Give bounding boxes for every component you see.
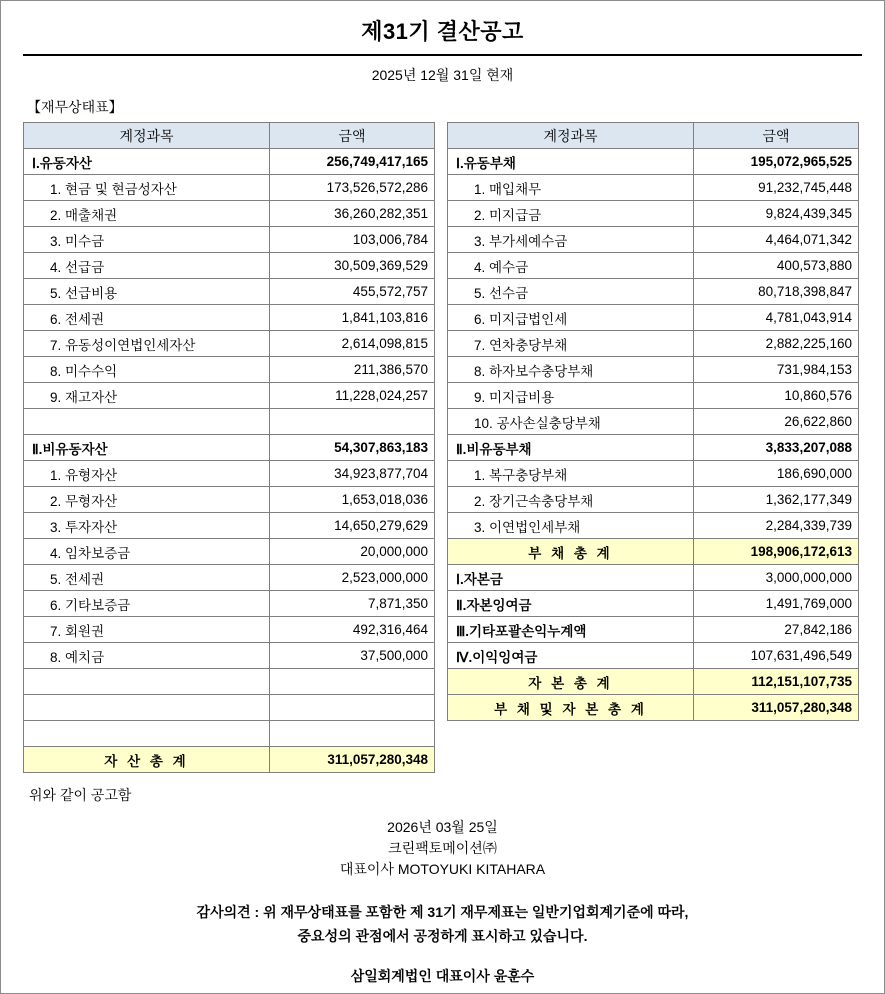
- table-row: [24, 539, 435, 565]
- table-row-group: [448, 617, 859, 643]
- account-name: Ⅱ.비유동자산: [24, 435, 270, 461]
- table-row-blank: [24, 409, 435, 435]
- report-date: 2025년 12월 31일 현재: [371, 67, 514, 83]
- company-name: 크린팩토메이션㈜: [388, 840, 497, 856]
- table-row-group: [448, 435, 859, 461]
- table-row: [448, 253, 859, 279]
- account-name: 5. 전세권: [24, 565, 270, 591]
- account-amount: 1,841,103,816: [270, 305, 435, 331]
- table-row: [24, 617, 435, 643]
- account-name: 2. 매출채권: [24, 201, 270, 227]
- account-name: 7. 유동성이연법인세자산: [24, 331, 270, 357]
- table-row-blank: [24, 669, 435, 695]
- liabilities-equity-table: [447, 122, 859, 721]
- table-row: [448, 513, 859, 539]
- liabilities-equity-table-body: [448, 149, 859, 721]
- account-name: 9. 재고자산: [24, 383, 270, 409]
- table-row: [24, 565, 435, 591]
- total-amount: 198,906,172,613: [694, 539, 859, 565]
- account-name: 8. 하자보수충당부채: [448, 357, 694, 383]
- auditor-name: 삼일회계법인 대표이사 윤훈수: [350, 968, 535, 984]
- blank-cell: [270, 669, 435, 695]
- column-header-account: 계정과목: [448, 123, 694, 149]
- table-row-group: [448, 591, 859, 617]
- table-row: [24, 253, 435, 279]
- signature-block: [23, 805, 862, 880]
- account-amount: 2,284,339,739: [694, 513, 859, 539]
- publication-note: 위와 같이 공고함: [29, 787, 132, 803]
- account-amount: 2,614,098,815: [270, 331, 435, 357]
- total-label: 부 채 총 계: [448, 539, 694, 565]
- table-row: [448, 331, 859, 357]
- total-label: 자 산 총 계: [24, 747, 270, 773]
- account-amount: 455,572,757: [270, 279, 435, 305]
- table-row: [448, 201, 859, 227]
- blank-cell: [24, 695, 270, 721]
- column-header-amount: 금액: [694, 123, 859, 149]
- assets-table-body: [24, 149, 435, 773]
- table-row: [448, 175, 859, 201]
- table-row-total: [448, 539, 859, 565]
- column-header-amount: 금액: [270, 123, 435, 149]
- account-amount: 2,882,225,160: [694, 331, 859, 357]
- signature-date: 2026년 03월 25일: [387, 819, 498, 835]
- account-name: 4. 임차보증금: [24, 539, 270, 565]
- account-name: 5. 선수금: [448, 279, 694, 305]
- assets-table: [23, 122, 435, 773]
- blank-cell: [24, 409, 270, 435]
- account-amount: 37,500,000: [270, 643, 435, 669]
- table-row: [448, 357, 859, 383]
- account-amount: 80,718,398,847: [694, 279, 859, 305]
- section-label: 【재무상태표】: [27, 99, 123, 115]
- blank-cell: [24, 669, 270, 695]
- total-label: 부 채 및 자 본 총 계: [448, 695, 694, 721]
- table-row: [24, 643, 435, 669]
- account-amount: 11,228,024,257: [270, 383, 435, 409]
- table-row: [24, 175, 435, 201]
- table-row: [24, 331, 435, 357]
- account-name: 3. 미수금: [24, 227, 270, 253]
- total-amount: 311,057,280,348: [694, 695, 859, 721]
- table-row: [448, 383, 859, 409]
- account-amount: 107,631,496,549: [694, 643, 859, 669]
- account-name: 1. 현금 및 현금성자산: [24, 175, 270, 201]
- account-amount: 36,260,282,351: [270, 201, 435, 227]
- table-row: [448, 227, 859, 253]
- blank-cell: [270, 409, 435, 435]
- account-name: Ⅲ.기타포괄손익누계액: [448, 617, 694, 643]
- table-row-group: [448, 149, 859, 175]
- table-row: [24, 279, 435, 305]
- account-name: 2. 장기근속충당부채: [448, 487, 694, 513]
- account-amount: 4,464,071,342: [694, 227, 859, 253]
- total-amount: 112,151,107,735: [694, 669, 859, 695]
- account-amount: 195,072,965,525: [694, 149, 859, 175]
- table-row-group: [448, 643, 859, 669]
- account-name: 4. 예수금: [448, 253, 694, 279]
- account-name: 8. 예치금: [24, 643, 270, 669]
- account-amount: 3,833,207,088: [694, 435, 859, 461]
- account-name: 6. 미지급법인세: [448, 305, 694, 331]
- account-amount: 4,781,043,914: [694, 305, 859, 331]
- account-name: 7. 연차충당부채: [448, 331, 694, 357]
- account-amount: 186,690,000: [694, 461, 859, 487]
- table-row: [24, 357, 435, 383]
- table-row: [24, 461, 435, 487]
- account-amount: 20,000,000: [270, 539, 435, 565]
- table-row-total: [448, 695, 859, 721]
- table-row: [24, 227, 435, 253]
- account-amount: 400,573,880: [694, 253, 859, 279]
- account-amount: 30,509,369,529: [270, 253, 435, 279]
- table-row: [24, 305, 435, 331]
- account-amount: 211,386,570: [270, 357, 435, 383]
- table-header-row: [24, 123, 435, 149]
- account-name: 1. 복구충당부채: [448, 461, 694, 487]
- account-amount: 3,000,000,000: [694, 565, 859, 591]
- account-amount: 14,650,279,629: [270, 513, 435, 539]
- page-title: 제31기 결산공고: [23, 15, 862, 56]
- table-row-total: [448, 669, 859, 695]
- account-amount: 173,526,572,286: [270, 175, 435, 201]
- account-name: 3. 이연법인세부채: [448, 513, 694, 539]
- representative-name: 대표이사 MOTOYUKI KITAHARA: [339, 861, 546, 877]
- account-amount: 731,984,153: [694, 357, 859, 383]
- account-amount: 103,006,784: [270, 227, 435, 253]
- table-row-total: [24, 747, 435, 773]
- table-row: [24, 591, 435, 617]
- blank-cell: [24, 721, 270, 747]
- account-name: Ⅱ.자본잉여금: [448, 591, 694, 617]
- account-name: 10. 공사손실충당부채: [448, 409, 694, 435]
- account-amount: 2,523,000,000: [270, 565, 435, 591]
- audit-opinion-line-2: 중요성의 관점에서 공정하게 표시하고 있습니다.: [297, 928, 588, 944]
- account-name: Ⅰ.자본금: [448, 565, 694, 591]
- account-name: 6. 전세권: [24, 305, 270, 331]
- account-amount: 27,842,186: [694, 617, 859, 643]
- account-name: 3. 투자자산: [24, 513, 270, 539]
- audit-opinion: [23, 880, 862, 948]
- account-amount: 26,622,860: [694, 409, 859, 435]
- account-name: 1. 유형자산: [24, 461, 270, 487]
- total-label: 자 본 총 계: [448, 669, 694, 695]
- account-amount: 91,232,745,448: [694, 175, 859, 201]
- account-amount: 34,923,877,704: [270, 461, 435, 487]
- account-amount: 1,653,018,036: [270, 487, 435, 513]
- account-name: 3. 부가세예수금: [448, 227, 694, 253]
- account-name: 5. 선급비용: [24, 279, 270, 305]
- financial-tables: [23, 122, 862, 773]
- account-name: 4. 선급금: [24, 253, 270, 279]
- account-name: 2. 미지급금: [448, 201, 694, 227]
- account-name: Ⅱ.비유동부채: [448, 435, 694, 461]
- account-amount: 54,307,863,183: [270, 435, 435, 461]
- table-row: [448, 461, 859, 487]
- account-amount: 7,871,350: [270, 591, 435, 617]
- audit-opinion-line-1: 감사의견 : 위 재무상태표를 포함한 제 31기 재무제표는 일반기업회계기준에 따라,: [196, 904, 689, 920]
- table-row: [24, 487, 435, 513]
- blank-cell: [270, 721, 435, 747]
- account-name: 6. 기타보증금: [24, 591, 270, 617]
- table-row: [448, 305, 859, 331]
- table-header-row: [448, 123, 859, 149]
- table-row-group: [24, 435, 435, 461]
- table-row: [24, 201, 435, 227]
- account-amount: 1,491,769,000: [694, 591, 859, 617]
- account-name: Ⅰ.유동자산: [24, 149, 270, 175]
- blank-cell: [270, 695, 435, 721]
- total-amount: 311,057,280,348: [270, 747, 435, 773]
- account-name: 1. 매입채무: [448, 175, 694, 201]
- table-row: [448, 487, 859, 513]
- account-name: Ⅰ.유동부채: [448, 149, 694, 175]
- account-amount: 256,749,417,165: [270, 149, 435, 175]
- account-amount: 492,316,464: [270, 617, 435, 643]
- account-amount: 10,860,576: [694, 383, 859, 409]
- table-row: [448, 409, 859, 435]
- account-name: 8. 미수수익: [24, 357, 270, 383]
- table-row: [448, 279, 859, 305]
- table-row-group: [448, 565, 859, 591]
- account-name: 9. 미지급비용: [448, 383, 694, 409]
- table-row-blank: [24, 695, 435, 721]
- account-amount: 1,362,177,349: [694, 487, 859, 513]
- table-row-blank: [24, 721, 435, 747]
- table-row: [24, 513, 435, 539]
- column-header-account: 계정과목: [24, 123, 270, 149]
- account-name: 2. 무형자산: [24, 487, 270, 513]
- account-name: 7. 회원권: [24, 617, 270, 643]
- account-name: Ⅳ.이익잉여금: [448, 643, 694, 669]
- table-row-group: [24, 149, 435, 175]
- account-amount: 9,824,439,345: [694, 201, 859, 227]
- table-row: [24, 383, 435, 409]
